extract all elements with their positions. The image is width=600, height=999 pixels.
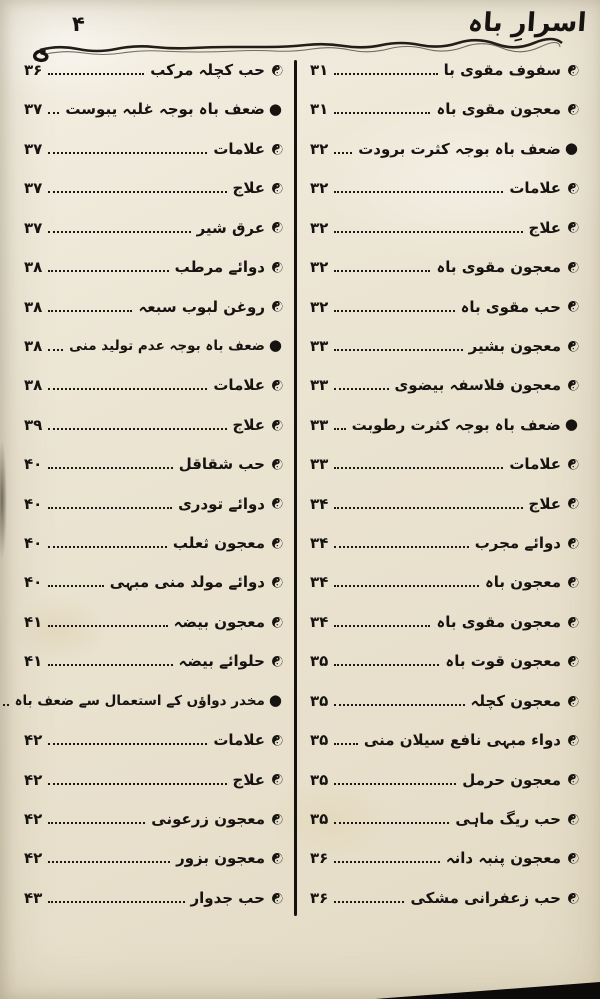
toc-entry-title: معجون مقوی باہ xyxy=(436,258,561,277)
toc-entry xyxy=(310,413,578,437)
toc-entry xyxy=(24,373,282,397)
toc-entry-title: معجون قوت باہ xyxy=(445,652,561,671)
toc-entry xyxy=(24,807,282,831)
page-number: ۴ xyxy=(72,12,85,36)
toc-entry xyxy=(310,176,578,200)
toc-entry-page-number: ۳۶ xyxy=(310,849,329,868)
book-title: اسرارِ باہ xyxy=(466,8,588,38)
toc-entry-title: علاج xyxy=(528,494,561,513)
dotted-leader xyxy=(48,467,172,469)
toc-entry xyxy=(24,176,282,200)
toc-entry-title: دوائے مرطب xyxy=(174,258,265,277)
yinyang-bullet-icon: ☯ xyxy=(563,378,580,392)
toc-entry xyxy=(14,689,282,713)
yinyang-bullet-icon: ☯ xyxy=(563,339,580,353)
yinyang-bullet-icon: ☯ xyxy=(563,812,580,826)
toc-entry-title: معجون باہ xyxy=(484,573,561,592)
toc-entry-title: مخدر دواؤں کے استعمال سے ضعف باہ xyxy=(14,692,265,709)
toc-entry xyxy=(310,334,578,358)
yinyang-bullet-icon: ☯ xyxy=(267,497,284,511)
toc-entry-page-number: ۳۴ xyxy=(310,534,329,553)
toc-entry xyxy=(310,531,578,555)
yinyang-bullet-icon: ☯ xyxy=(563,694,580,708)
toc-entry-title: حب کچلہ مرکب xyxy=(150,61,265,79)
yinyang-bullet-icon: ☯ xyxy=(563,457,580,471)
yinyang-bullet-icon: ☯ xyxy=(267,300,284,314)
toc-entry-title: حب جدوار xyxy=(190,888,265,907)
toc-entry xyxy=(310,689,578,713)
toc-entry xyxy=(24,610,282,634)
toc-entry-page-number: ۳۷ xyxy=(24,139,43,158)
toc-left-column xyxy=(14,58,284,910)
toc-entry-title: علامات xyxy=(213,139,265,158)
toc-entry xyxy=(310,846,578,870)
yinyang-bullet-icon: ☯ xyxy=(267,654,284,668)
toc-entry-title: حب شقاقل xyxy=(178,455,265,474)
toc-entry xyxy=(310,492,578,516)
toc-entry-title: معجون بزور xyxy=(176,849,265,868)
toc-entry xyxy=(310,452,578,476)
yinyang-bullet-icon: ☯ xyxy=(563,773,580,787)
yinyang-bullet-icon: ☯ xyxy=(563,221,580,235)
toc-entry-title: روغن لبوب سبعہ xyxy=(138,297,265,316)
toc-entry-title: معجون زرعونی xyxy=(151,810,265,829)
yinyang-bullet-icon: ☯ xyxy=(267,378,284,392)
toc-entry-page-number: ۴۱ xyxy=(24,652,43,671)
dotted-leader xyxy=(334,546,468,548)
yinyang-bullet-icon: ☯ xyxy=(267,142,284,156)
toc-entry-title: معجون بشیر xyxy=(468,336,561,355)
toc-entry xyxy=(310,728,578,752)
dotted-leader xyxy=(334,349,462,351)
yinyang-bullet-icon: ☯ xyxy=(267,851,284,865)
toc-entry xyxy=(24,216,282,240)
toc-entry-page-number: ۴۲ xyxy=(24,731,43,750)
toc-entry xyxy=(310,216,578,240)
dotted-leader xyxy=(334,270,430,272)
toc-entry-page-number: ۳۶ xyxy=(310,888,329,907)
toc-entry-page-number: ۳۳ xyxy=(310,415,329,434)
dotted-leader xyxy=(48,585,103,587)
toc-entry-title: معجون مقوی باہ xyxy=(436,612,561,631)
toc-entry-page-number: ۳۶ xyxy=(24,61,43,79)
toc-entry-title: علامات xyxy=(509,455,561,474)
yinyang-bullet-icon: ☯ xyxy=(267,536,284,550)
toc-entry xyxy=(24,334,282,358)
toc-entry-page-number: ۴۱ xyxy=(24,612,43,631)
dotted-leader xyxy=(48,231,190,233)
yinyang-bullet-icon: ☯ xyxy=(563,497,580,511)
toc-entry xyxy=(310,649,578,673)
section-bullet-icon: ● xyxy=(268,99,282,118)
yinyang-bullet-icon: ☯ xyxy=(563,536,580,550)
toc-entry-page-number: ۴۲ xyxy=(24,810,43,829)
toc-entry-page-number: ۳۷ xyxy=(24,179,43,198)
dotted-leader xyxy=(48,901,184,903)
dotted-leader xyxy=(48,112,59,114)
toc-entry-page-number: ۳۳ xyxy=(310,455,329,474)
toc-entry-title: حلوائے بیضہ xyxy=(178,652,265,671)
yinyang-bullet-icon: ☯ xyxy=(563,851,580,865)
toc-entry xyxy=(310,255,578,279)
toc-entry-page-number: ۳۸ xyxy=(24,297,43,316)
toc-entry xyxy=(24,570,282,594)
dotted-leader xyxy=(334,822,449,824)
toc-entry-title: دواء مبہی نافع سیلان منی xyxy=(363,731,561,750)
toc-entry-page-number: ۴۰ xyxy=(24,534,43,553)
yinyang-bullet-icon: ☯ xyxy=(267,773,284,787)
dotted-leader xyxy=(334,507,522,509)
toc-entry xyxy=(24,886,282,910)
yinyang-bullet-icon: ☯ xyxy=(267,733,284,747)
toc-entry-page-number: ۳۴ xyxy=(310,573,329,592)
toc-entry-title: علامات xyxy=(509,179,561,198)
dotted-leader xyxy=(48,152,207,154)
toc-entry-title: علامات xyxy=(213,376,265,395)
column-divider xyxy=(294,60,297,916)
dotted-leader xyxy=(48,783,226,785)
dotted-leader xyxy=(334,625,430,627)
yinyang-bullet-icon: ☯ xyxy=(563,63,580,77)
toc-entry-title: علاج xyxy=(232,179,265,198)
yinyang-bullet-icon: ☯ xyxy=(267,260,284,274)
scan-corner-shadow xyxy=(375,979,600,999)
toc-entry-title: معجون مقوی باہ xyxy=(436,100,561,119)
yinyang-bullet-icon: ☯ xyxy=(563,654,580,668)
toc-entry-page-number: ۴۳ xyxy=(24,888,43,907)
toc-entry xyxy=(310,373,578,397)
toc-entry-page-number: ۳۲ xyxy=(310,139,329,158)
toc-entry-page-number: ۳۲ xyxy=(310,297,329,316)
toc-entry-page-number: ۴۰ xyxy=(24,494,43,513)
toc-entry xyxy=(310,807,578,831)
toc-entry xyxy=(310,58,578,82)
toc-entry xyxy=(24,531,282,555)
scan-edge-smudge xyxy=(0,440,7,560)
toc-entry xyxy=(24,255,282,279)
dotted-leader xyxy=(334,73,437,75)
dotted-leader xyxy=(48,625,167,627)
toc-entry-page-number: ۳۴ xyxy=(310,494,329,513)
toc-entry xyxy=(310,97,578,121)
dotted-leader xyxy=(334,861,440,863)
section-bullet-icon: ● xyxy=(268,691,282,710)
toc-entry xyxy=(24,97,282,121)
dotted-leader xyxy=(334,388,388,390)
yinyang-bullet-icon: ☯ xyxy=(563,575,580,589)
toc-entry-page-number: ۳۵ xyxy=(310,810,329,829)
dotted-leader xyxy=(334,901,404,903)
dotted-leader xyxy=(48,191,226,193)
yinyang-bullet-icon: ☯ xyxy=(563,733,580,747)
toc-entry-title: علامات xyxy=(213,731,265,750)
yinyang-bullet-icon: ☯ xyxy=(267,615,284,629)
toc-entry xyxy=(310,768,578,792)
toc-entry-page-number: ۴۲ xyxy=(24,770,43,789)
toc-entry-title: معجون فلاسفہ بیضوی xyxy=(394,376,561,395)
dotted-leader xyxy=(48,664,172,666)
dotted-leader xyxy=(48,388,207,390)
toc-entry-title: ضعف باہ بوجہ عدم تولید منی xyxy=(69,337,265,354)
dotted-leader xyxy=(334,310,454,312)
toc-entry-page-number: ۳۲ xyxy=(310,258,329,277)
dotted-leader xyxy=(48,546,167,548)
toc-entry xyxy=(310,610,578,634)
dotted-leader xyxy=(334,704,464,706)
toc-entry-page-number: ۳۸ xyxy=(24,258,43,277)
dotted-leader xyxy=(334,231,522,233)
yinyang-bullet-icon: ☯ xyxy=(563,300,580,314)
toc-entry xyxy=(24,295,282,319)
yinyang-bullet-icon: ☯ xyxy=(563,615,580,629)
toc-entry-page-number: ۳۵ xyxy=(310,691,329,710)
section-bullet-icon: ● xyxy=(564,139,578,158)
yinyang-bullet-icon: ☯ xyxy=(563,102,580,116)
yinyang-bullet-icon: ☯ xyxy=(267,418,284,432)
toc-entry-page-number: ۳۵ xyxy=(310,731,329,750)
toc-entry xyxy=(24,728,282,752)
toc-entry-page-number: ۴۰ xyxy=(24,573,43,592)
dotted-leader xyxy=(3,704,9,706)
toc-entry-page-number: ۳۴ xyxy=(310,612,329,631)
toc-entry xyxy=(24,846,282,870)
toc-entry-page-number: ۳۷ xyxy=(24,218,43,237)
dotted-leader xyxy=(48,428,226,430)
yinyang-bullet-icon: ☯ xyxy=(267,575,284,589)
dotted-leader xyxy=(48,310,132,312)
toc-entry xyxy=(310,295,578,319)
toc-entry-page-number: ۴۲ xyxy=(24,849,43,868)
dotted-leader xyxy=(334,585,479,587)
toc-entry xyxy=(24,137,282,161)
toc-entry xyxy=(24,452,282,476)
toc-entry-title: سفوف مقوی با xyxy=(443,61,561,79)
toc-entry-title: معجون پنبہ دانہ xyxy=(445,849,561,868)
toc-entry-page-number: ۳۸ xyxy=(24,336,43,355)
toc-entry-title: حب زعفرانی مشکی xyxy=(410,888,561,907)
toc-entry xyxy=(24,768,282,792)
toc-entry xyxy=(24,492,282,516)
toc-entry-title: حب ریگ ماہی xyxy=(455,810,561,829)
dotted-leader xyxy=(334,428,345,430)
toc-entry-page-number: ۳۳ xyxy=(310,376,329,395)
toc-entry-title: حب مقوی باہ xyxy=(460,297,561,316)
toc-entry xyxy=(310,886,578,910)
dotted-leader xyxy=(334,112,430,114)
yinyang-bullet-icon: ☯ xyxy=(563,260,580,274)
dotted-leader xyxy=(334,664,439,666)
toc-entry xyxy=(24,58,282,82)
toc-entry xyxy=(24,413,282,437)
dotted-leader xyxy=(48,73,144,75)
dotted-leader xyxy=(48,743,207,745)
toc-columns xyxy=(0,58,600,914)
dotted-leader xyxy=(334,783,456,785)
yinyang-bullet-icon: ☯ xyxy=(267,457,284,471)
toc-entry-title: ضعف باہ بوجہ غلبہ یبوست xyxy=(65,100,265,119)
toc-entry-title: معجون حرمل xyxy=(462,770,561,789)
toc-entry-title: دوائے مولد منی مبہی xyxy=(109,573,265,592)
dotted-leader xyxy=(48,822,145,824)
yinyang-bullet-icon: ☯ xyxy=(267,221,284,235)
toc-entry xyxy=(310,570,578,594)
toc-entry-page-number: ۳۵ xyxy=(310,652,329,671)
toc-entry-title: معجون ثعلب xyxy=(172,534,265,553)
toc-entry-title: معجون کچلہ xyxy=(470,691,561,710)
section-bullet-icon: ● xyxy=(268,336,282,355)
toc-entry xyxy=(24,649,282,673)
toc-entry-page-number: ۳۹ xyxy=(24,415,43,434)
toc-entry-page-number: ۳۳ xyxy=(310,336,329,355)
toc-entry-page-number: ۳۱ xyxy=(310,100,329,119)
yinyang-bullet-icon: ☯ xyxy=(267,181,284,195)
section-bullet-icon: ● xyxy=(564,415,578,434)
toc-entry-title: دوائے تودری xyxy=(178,494,265,513)
dotted-leader xyxy=(48,861,170,863)
dotted-leader xyxy=(334,467,503,469)
dotted-leader xyxy=(48,507,172,509)
dotted-leader xyxy=(48,349,63,351)
yinyang-bullet-icon: ☯ xyxy=(267,63,284,77)
toc-entry-title: دوائے مجرب xyxy=(474,534,561,553)
dotted-leader xyxy=(334,152,352,154)
toc-entry-title: ضعف باہ بوجہ کثرت رطوبت xyxy=(351,415,561,434)
toc-entry-page-number: ۳۵ xyxy=(310,770,329,789)
toc-entry-page-number: ۳۲ xyxy=(310,179,329,198)
toc-right-column xyxy=(310,58,578,910)
toc-entry-title: علاج xyxy=(232,415,265,434)
toc-entry-page-number: ۴۰ xyxy=(24,455,43,474)
toc-entry-page-number: ۳۷ xyxy=(24,100,43,119)
toc-entry-title: عرق شیر xyxy=(196,218,265,237)
toc-entry xyxy=(310,137,578,161)
toc-entry-page-number: ۳۱ xyxy=(310,61,329,79)
toc-entry-page-number: ۳۲ xyxy=(310,218,329,237)
dotted-leader xyxy=(334,743,358,745)
dotted-leader xyxy=(334,191,503,193)
toc-entry-title: علاج xyxy=(528,218,561,237)
toc-entry-title: علاج xyxy=(232,770,265,789)
yinyang-bullet-icon: ☯ xyxy=(267,891,284,905)
yinyang-bullet-icon: ☯ xyxy=(267,812,284,826)
dotted-leader xyxy=(48,270,168,272)
toc-entry-page-number: ۳۸ xyxy=(24,376,43,395)
yinyang-bullet-icon: ☯ xyxy=(563,181,580,195)
toc-entry-title: ضعف باہ بوجہ کثرت برودت xyxy=(358,139,561,158)
toc-entry-title: معجون بیضہ xyxy=(173,612,265,631)
yinyang-bullet-icon: ☯ xyxy=(563,891,580,905)
